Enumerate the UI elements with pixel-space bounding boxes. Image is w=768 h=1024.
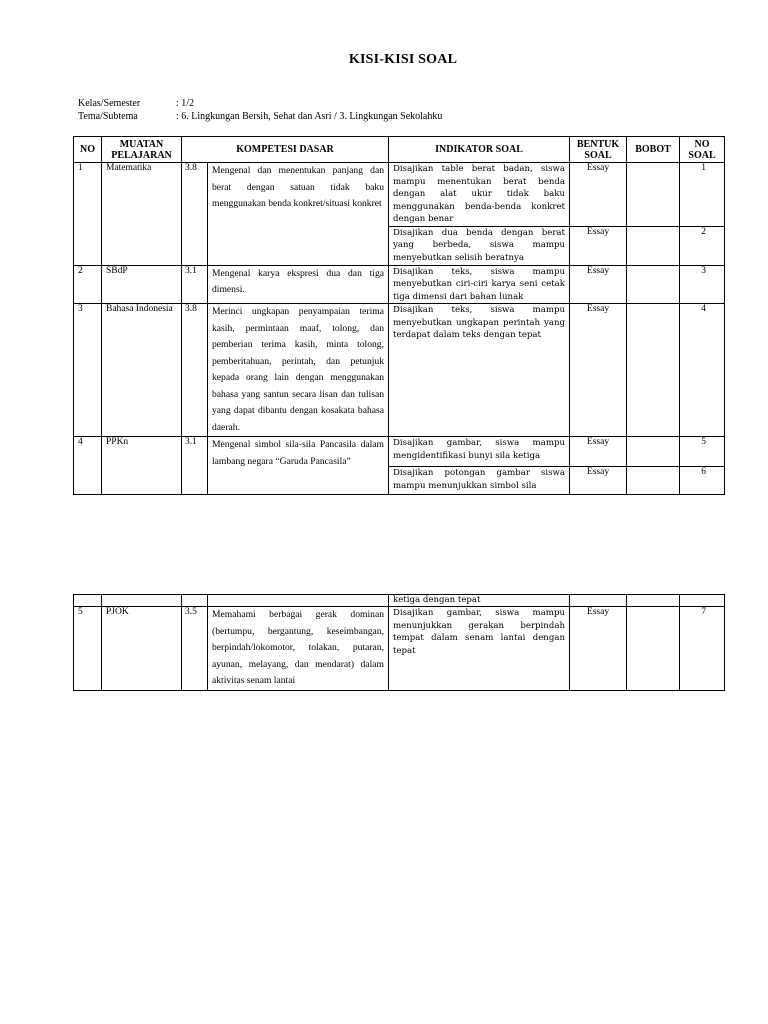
- header-no-soal: NO SOAL: [680, 137, 725, 163]
- cont-bentuk: [570, 595, 627, 607]
- row-bentuk: Essay: [570, 163, 627, 227]
- row-bobot: [627, 226, 680, 265]
- row-muatan: Bahasa Indonesia: [102, 304, 182, 437]
- row-no: 1: [74, 163, 102, 266]
- row-kd-text: Mengenal simbol sila-sila Pancasila dalam lambang negara “Garuda Pancasila”: [208, 437, 389, 495]
- cont-bobot: [627, 595, 680, 607]
- kelas-value: : 1/2: [176, 98, 195, 109]
- row-kd-code: 3.8: [182, 304, 208, 437]
- row-bobot: [627, 607, 680, 691]
- row-no-soal: 2: [680, 226, 725, 265]
- row-muatan: Matematika: [102, 163, 182, 266]
- table-row: [74, 607, 725, 691]
- header-bobot: BOBOT: [627, 137, 680, 163]
- row-bentuk: Essay: [570, 265, 627, 304]
- cont-kd-code: [182, 595, 208, 607]
- cont-no: [74, 595, 102, 607]
- header-no: NO: [74, 137, 102, 163]
- row-bentuk: Essay: [570, 607, 627, 691]
- row-kd-code: 3.1: [182, 265, 208, 304]
- table-row: [74, 437, 725, 467]
- row-indikator: Disajikan teks, siswa mampu menyebutkan ungkapan perintah yang terdapat dalam teks dengan tepat: [389, 304, 570, 437]
- row-bentuk: Essay: [570, 226, 627, 265]
- row-bobot: [627, 163, 680, 227]
- row-muatan: PJOK: [102, 607, 182, 691]
- header-bentuk-soal: BENTUK SOAL: [570, 137, 627, 163]
- row-bentuk: Essay: [570, 304, 627, 437]
- row-no: 2: [74, 265, 102, 304]
- header-kompetensi-dasar: KOMPETESI DASAR: [182, 137, 389, 163]
- row-bobot: [627, 265, 680, 304]
- row-muatan: PPKn: [102, 437, 182, 495]
- tema-value: : 6. Lingkungan Bersih, Sehat dan Asri / 3. Lingkungan Sekolahku: [176, 111, 443, 122]
- table-row: [74, 304, 725, 437]
- row-indikator: Disajikan table berat badan, siswa mampu menentukan berat benda dengan alat ukur tidak baku menggunakan benda-benda konkret dengan benar: [389, 163, 570, 227]
- table-row: [74, 265, 725, 304]
- table-header-row: [74, 137, 725, 163]
- table-row-continuation: [74, 595, 725, 607]
- cont-muatan: [102, 595, 182, 607]
- row-indikator: Disajikan gambar, siswa mampu menunjukkan gerakan berpindah tempat dalam senam lantai dengan tepat: [389, 607, 570, 691]
- cont-no-soal: [680, 595, 725, 607]
- row-bobot: [627, 304, 680, 437]
- row-bobot: [627, 467, 680, 495]
- row-indikator: [389, 467, 570, 495]
- row-muatan: SBdP: [102, 265, 182, 304]
- row-kd-code: 3.5: [182, 607, 208, 691]
- row-kd-code: 3.8: [182, 163, 208, 266]
- row-kd-code: 3.1: [182, 437, 208, 495]
- row-bentuk: Essay: [570, 467, 627, 495]
- row-kd-text: Mengenal karya ekspresi dua dan tiga dimensi.: [208, 265, 389, 304]
- row-no: 3: [74, 304, 102, 437]
- row-kd-text: Merinci ungkapan penyampaian terima kasih, permintaan maaf, tolong, dan pemberian terima kasih, minta tolong, pemberitahuan, perintah, dan petunjuk kepada orang lain dengan menggunakan bahasa yang santun secara lisan dan tulisan yang dapat dibantu dengan kosakata bahasa daerah.: [208, 304, 389, 437]
- kisi-kisi-table-continued: [73, 594, 725, 691]
- tema-label: Tema/Subtema: [78, 111, 138, 122]
- row-bentuk: Essay: [570, 437, 627, 467]
- row-no-soal: 3: [680, 265, 725, 304]
- kelas-semester-line: [78, 97, 194, 110]
- cont-kd-text: [208, 595, 389, 607]
- table-row: [74, 163, 725, 227]
- row-indikator-text: Disajikan potongan gambar siswa mampu menunjukkan simbol sila: [393, 468, 566, 491]
- cont-indikator: ketiga dengan tepat: [389, 595, 570, 607]
- row-no-soal: 5: [680, 437, 725, 467]
- row-no-soal: 4: [680, 304, 725, 437]
- row-indikator: Disajikan gambar, siswa mampu mengidentifikasi bunyi sila ketiga: [389, 437, 570, 467]
- header-indikator: INDIKATOR SOAL: [389, 137, 570, 163]
- row-indikator: Disajikan dua benda dengan berat yang berbeda, siswa mampu menyebutkan selisih beratnya: [389, 226, 570, 265]
- row-indikator: Disajikan teks, siswa mampu menyebutkan ciri-ciri karya seni cetak tiga dimensi dari bahan lunak: [389, 265, 570, 304]
- row-no: 4: [74, 437, 102, 495]
- document-title: KISI-KISI SOAL: [348, 52, 458, 67]
- row-no-soal: 1: [680, 163, 725, 227]
- row-bobot: [627, 437, 680, 467]
- kelas-label: Kelas/Semester: [78, 98, 141, 109]
- row-no: 5: [74, 607, 102, 691]
- header-muatan: MUATAN PELAJARAN: [102, 137, 182, 163]
- kisi-kisi-table: [73, 136, 725, 495]
- row-no-soal: 7: [680, 607, 725, 691]
- row-kd-text: Memahami berbagai gerak dominan (bertumpu, bergantung, keseimbangan, berpindah/lokomotor, tolakan, putaran, ayunan, melayang, dan mendarat) dalam aktivitas senam lantai: [208, 607, 389, 691]
- tema-subtema-line: [78, 110, 442, 123]
- row-no-soal: 6: [680, 467, 725, 495]
- row-kd-text: Mengenal dan menentukan panjang dan berat dengan satuan tidak baku menggunakan benda konkret/situasi konkret: [208, 163, 389, 266]
